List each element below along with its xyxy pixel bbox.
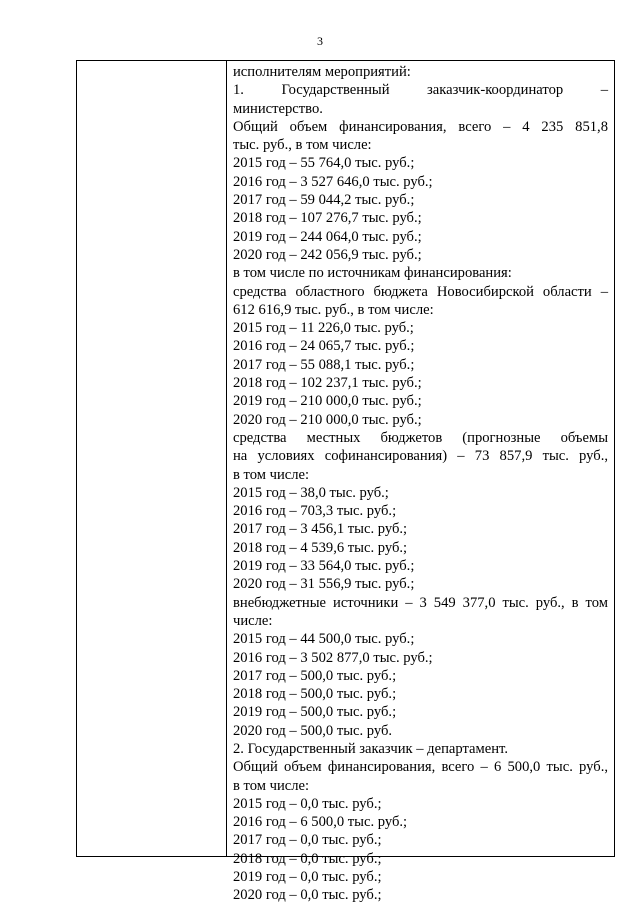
page-number: 3 <box>317 34 323 48</box>
text-line: 2017 год – 0,0 тыс. руб.; <box>233 832 382 849</box>
text-line: 2019 год – 244 064,0 тыс. руб.; <box>233 228 422 245</box>
text-line: 2019 год – 0,0 тыс. руб.; <box>233 869 382 886</box>
text-line: в том числе: <box>233 777 310 794</box>
text-line: 2018 год – 102 237,1 тыс. руб.; <box>233 375 422 392</box>
text-line: 2015 год – 44 500,0 тыс. руб.; <box>233 631 415 648</box>
text-line: 2016 год – 3 527 646,0 тыс. руб.; <box>233 173 433 190</box>
text-line: 2018 год – 500,0 тыс. руб.; <box>233 686 397 703</box>
text-line: 2017 год – 500,0 тыс. руб.; <box>233 667 397 684</box>
text-line: 2016 год – 3 502 877,0 тыс. руб.; <box>233 649 433 666</box>
text-line: 2016 год – 703,3 тыс. руб.; <box>233 503 397 520</box>
text-line: 2. Государственный заказчик – департамент. <box>233 740 508 757</box>
text-line: 2019 год – 33 564,0 тыс. руб.; <box>233 558 415 575</box>
text-line: 612 616,9 тыс. руб., в том числе: <box>233 301 434 318</box>
text-line: в том числе по источникам финансирования: <box>233 265 512 282</box>
text-line: средства областного бюджета Новосибирской области – <box>233 283 608 300</box>
text-line: 2020 год – 31 556,9 тыс. руб.; <box>233 576 415 593</box>
text-line: исполнителям мероприятий: <box>233 64 411 80</box>
text-line: 2020 год – 210 000,0 тыс. руб.; <box>233 411 422 428</box>
text-line: 1. Государственный заказчик-координатор – <box>233 82 608 99</box>
text-line: числе: <box>233 612 273 629</box>
text-line: в том числе: <box>233 466 310 483</box>
text-line: 2018 год – 4 539,6 тыс. руб.; <box>233 539 408 556</box>
text-line: 2017 год – 55 088,1 тыс. руб.; <box>233 356 415 373</box>
text-line: 2019 год – 210 000,0 тыс. руб.; <box>233 393 422 410</box>
text-line: 2015 год – 11 226,0 тыс. руб.; <box>233 320 414 337</box>
text-line: 2015 год – 55 764,0 тыс. руб.; <box>233 155 415 172</box>
text-line: 2015 год – 38,0 тыс. руб.; <box>233 484 389 501</box>
left-empty-cell <box>77 61 227 856</box>
text-line: министерство. <box>233 100 323 117</box>
text-line: Общий объем финансирования, всего – 6 500,0 тыс. руб., <box>233 759 608 776</box>
text-line: на условиях софинансирования) – 73 857,9 тыс. руб., <box>233 448 608 465</box>
text-line: тыс. руб., в том числе: <box>233 137 372 154</box>
text-line: 2017 год – 59 044,2 тыс. руб.; <box>233 192 415 209</box>
text-line: 2020 год – 0,0 тыс. руб.; <box>233 887 382 904</box>
text-line: 2020 год – 242 056,9 тыс. руб.; <box>233 246 422 263</box>
text-line: Общий объем финансирования, всего – 4 235 851,8 <box>233 118 608 135</box>
text-line: 2018 год – 0,0 тыс. руб.; <box>233 850 382 867</box>
text-line: 2019 год – 500,0 тыс. руб.; <box>233 704 397 721</box>
text-line: 2018 год – 107 276,7 тыс. руб.; <box>233 210 422 227</box>
text-line: 2017 год – 3 456,1 тыс. руб.; <box>233 521 408 538</box>
text-line: внебюджетные источники – 3 549 377,0 тыс. руб., в том <box>233 594 608 611</box>
funding-text-cell <box>227 61 614 904</box>
text-line: 2016 год – 24 065,7 тыс. руб.; <box>233 338 415 355</box>
document-table <box>76 60 615 904</box>
text-line: 2020 год – 500,0 тыс. руб. <box>233 722 393 739</box>
text-line: средства местных бюджетов (прогнозные объемы <box>233 429 608 446</box>
text-line: 2016 год – 6 500,0 тыс. руб.; <box>233 814 408 831</box>
text-line: 2015 год – 0,0 тыс. руб.; <box>233 795 382 812</box>
